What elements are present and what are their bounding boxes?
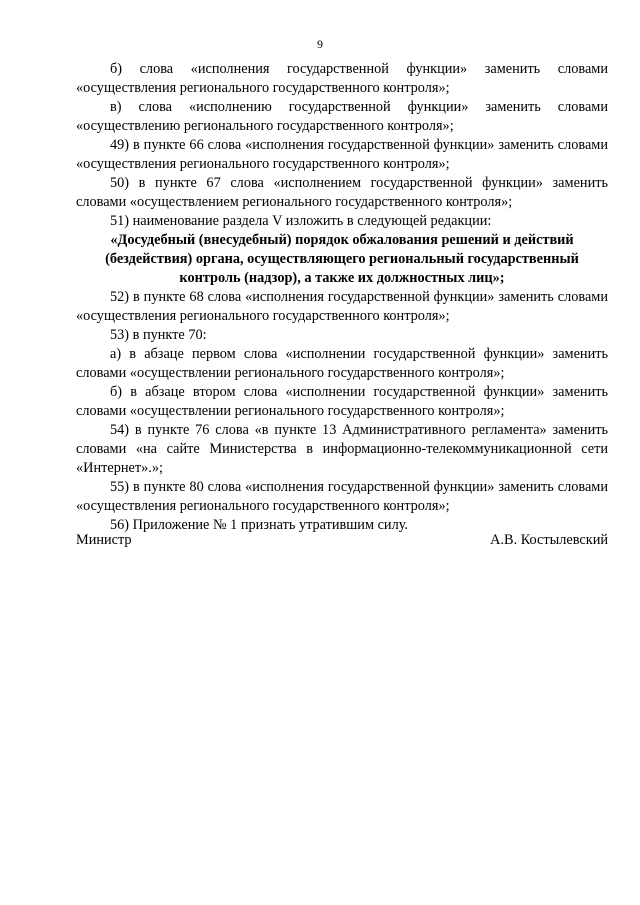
paragraph-56: 56) Приложение № 1 признать утратившим силу.: [110, 517, 408, 533]
paragraph-b-1: б) слова «исполнения государственной функции» заменить словами «осуществления регионального государственного контроля»;: [76, 61, 608, 96]
page-number: 9: [317, 37, 323, 51]
section-heading: «Досудебный (внесудебный) порядок обжалования решений и действий (бездействия) органа, осуществляющего региональный государственный контроль (надзор), а также их должностных лиц»;: [105, 232, 579, 286]
document-body: [76, 60, 608, 535]
paragraph-49: 49) в пункте 66 слова «исполнения государственной функции» заменить словами «осуществления регионального государственного контроля»;: [76, 137, 608, 172]
signatory-title: Министр: [76, 532, 132, 548]
paragraph-v: в) слова «исполнению государственной функции» заменить словами «осуществлению регионального государственного контроля»;: [76, 99, 608, 134]
paragraph-53: 53) в пункте 70:: [110, 327, 207, 343]
paragraph-50: 50) в пункте 67 слова «исполнением государственной функции» заменить словами «осуществлением регионального государственного контроля»;: [76, 175, 608, 210]
signatory-name: А.В. Костылевский: [490, 532, 608, 548]
paragraph-54: 54) в пункте 76 слова «в пункте 13 Административного регламента» заменить словами «на сайте Министерства в информационно-телекоммуникационной сети «Интернет».»;: [76, 422, 608, 476]
paragraph-52: 52) в пункте 68 слова «исполнения государственной функции» заменить словами «осуществления регионального государственного контроля»;: [76, 289, 608, 324]
paragraph-51: 51) наименование раздела V изложить в следующей редакции:: [110, 213, 492, 229]
paragraph-55: 55) в пункте 80 слова «исполнения государственной функции» заменить словами «осуществления регионального государственного контроля»;: [76, 479, 608, 514]
paragraph-b-2: б) в абзаце втором слова «исполнении государственной функции» заменить словами «осуществлении регионального государственного контроля»;: [76, 384, 608, 419]
paragraph-a: а) в абзаце первом слова «исполнении государственной функции» заменить словами «осуществлении регионального государственного контроля»;: [76, 346, 608, 381]
signature-block: [76, 531, 608, 550]
